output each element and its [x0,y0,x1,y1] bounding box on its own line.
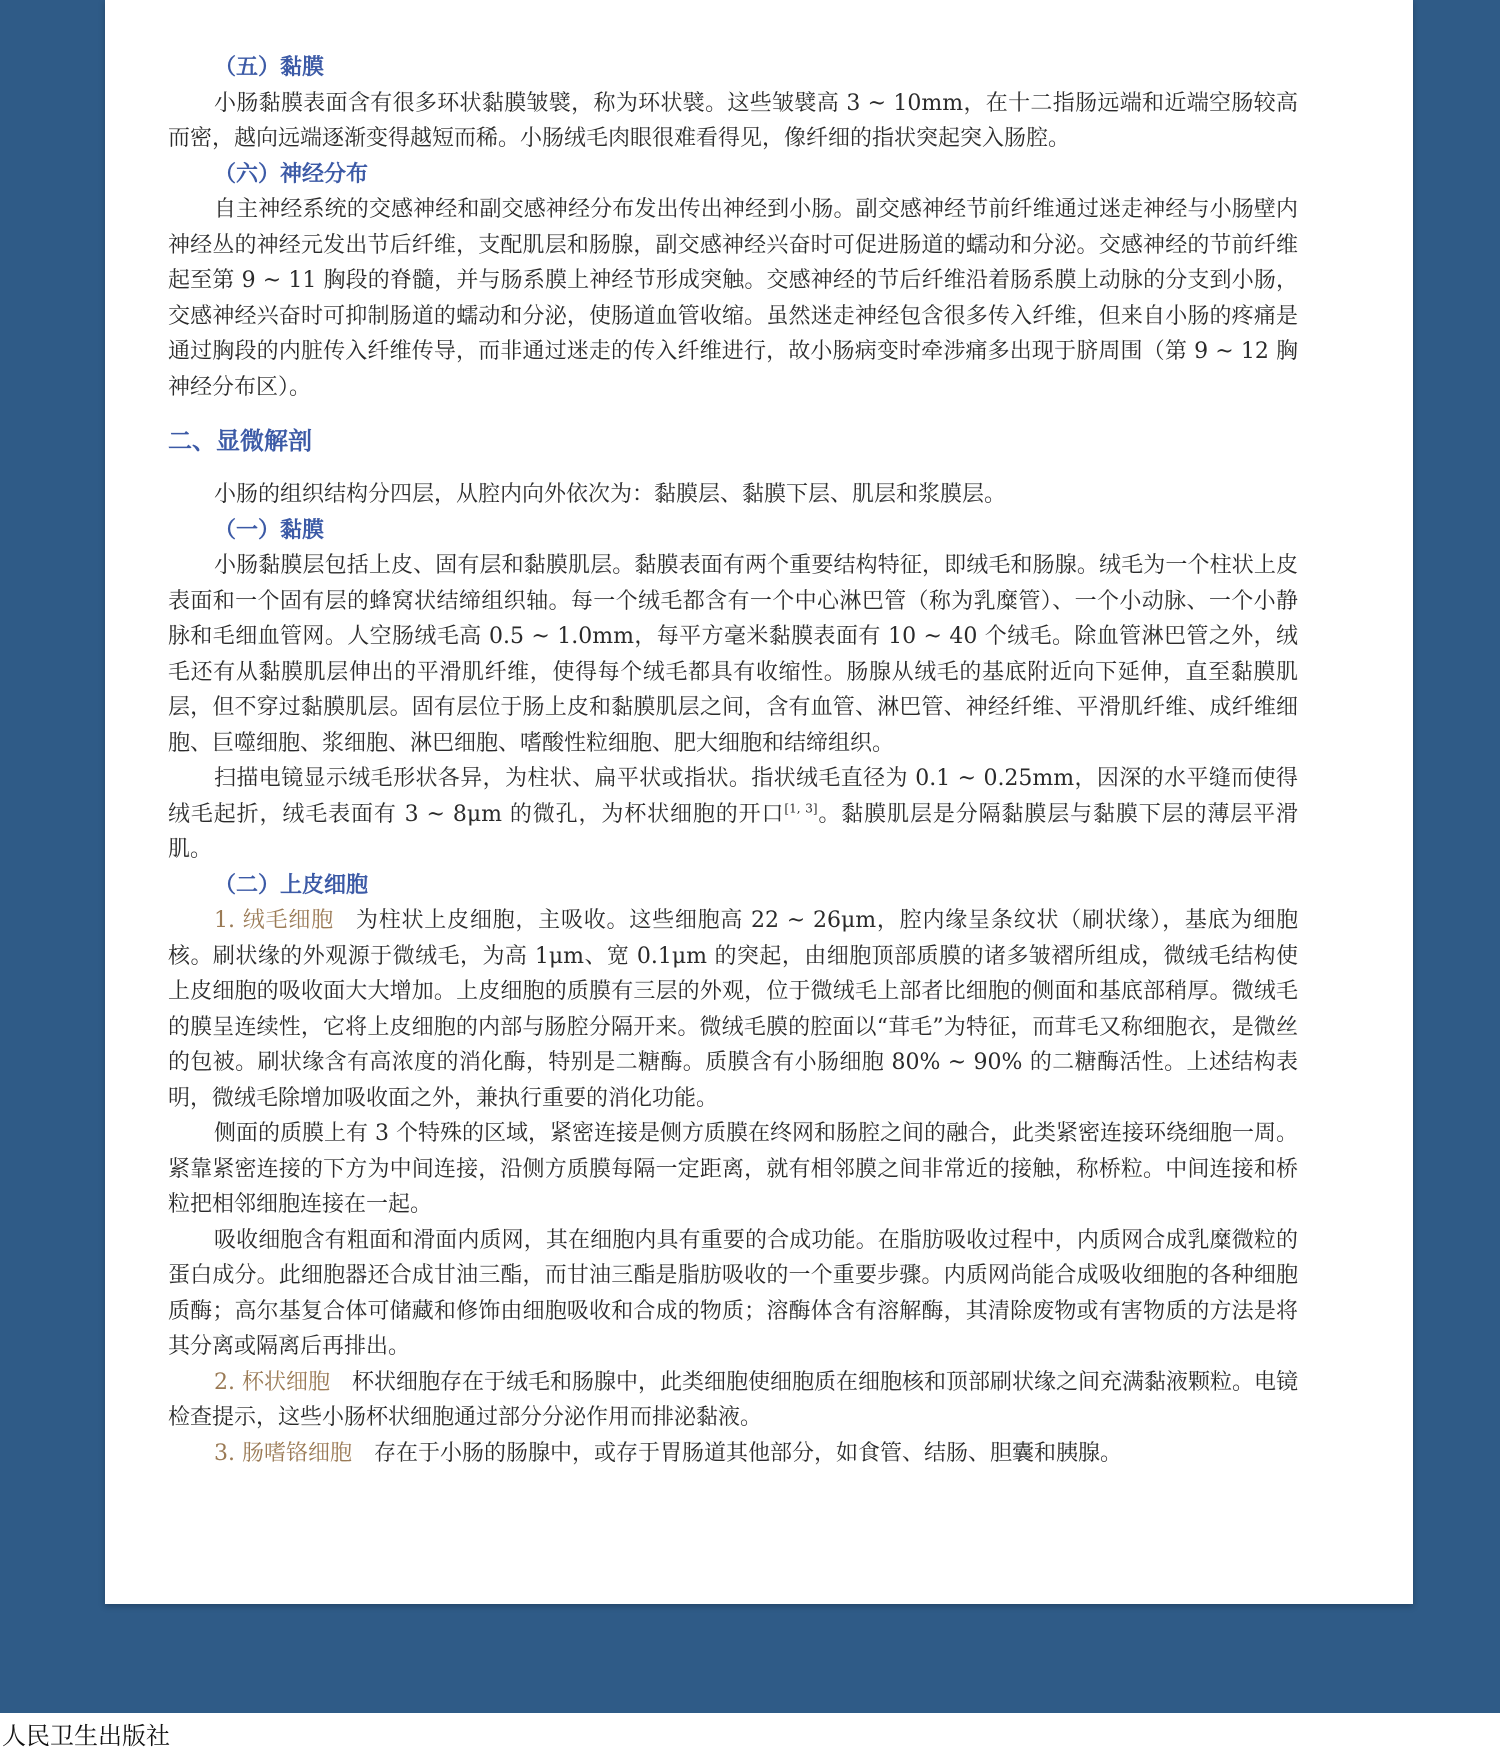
goblet-cells-text: 杯状细胞存在于绒毛和肠腺中，此类细胞使细胞质在细胞核和顶部刷状缘之间充满黏液颗粒。电镜检查提示，这些小肠杯状细胞通过部分分泌作用而排泌黏液。 [168,1369,1298,1430]
paragraph-nerve-distribution: 自主神经系统的交感神经和副交感神经分布发出传出神经到小肠。副交感神经节前纤维通过迷走神经与小肠壁内神经丛的神经元发出节后纤维，支配肌层和肠腺，副交感神经兴奋时可促进肠道的蠕动和分泌。交感神经的节前纤维起至第 9 ~ 11 胸段的脊髓，并与肠系膜上神经节形成突触。交感神经的节后纤维沿着肠系膜上动脉的分支到小肠，交感神经兴奋时可抑制肠道的蠕动和分泌，使肠道血管收缩。虽然迷走神经包含很多传入纤维，但来自小肠的疼痛是通过胸段的内脏传入纤维传导，而非通过迷走的传入纤维进行，故小肠病变时牵涉痛多出现于脐周围（第 9 ~ 12 胸神经分布区）。 [168,197,1298,400]
document-body [168,50,1298,1471]
paragraph-sem [168,761,1298,868]
sem-text-b: 。黏膜肌层是分隔黏膜层与黏膜下层的薄层平滑肌。 [168,801,1298,862]
enterochromaffin-text: 存在于小肠的肠腺中，或存于胃肠道其他部分，如食管、结肠、胆囊和胰腺。 [373,1440,1122,1466]
subheading-enterochromaffin: 3. 肠嗜铬细胞 [214,1440,352,1466]
paragraph-enterochromaffin [168,1436,1298,1472]
villus-cells-text: 为柱状上皮细胞，主吸收。这些细胞高 22 ~ 26μm，腔内缘呈条纹状（刷状缘），基底为细胞核。刷状缘的外观源于微绒毛，为高 1μm、宽 0.1μm 的突起，由细胞顶部质膜的诸多皱褶所组成，微绒毛结构使上皮细胞的吸收面大大增加。上皮细胞的质膜有三层的外观，位于微绒毛上部者比细胞的侧面和基底部稍厚。微绒毛的膜呈连续性，它将上皮细胞的内部与肠腔分隔开来。微绒毛膜的腔面以“茸毛”为特征，而茸毛又称细胞衣，是微丝的包被。刷状缘含有高浓度的消化酶，特别是二糖酶。质膜含有小肠细胞 80% ~ 90% 的二糖酶活性。上述结构表明，微绒毛除增加吸收面之外，兼执行重要的消化功能。 [168,908,1298,1111]
heading-nerve-distribution: （六）神经分布 [214,160,369,187]
paragraph-mucosa: 小肠黏膜表面含有很多环状黏膜皱襞，称为环状襞。这些皱襞高 3 ~ 10mm，在十二指肠远端和近端空肠较高而密，越向远端逐渐变得越短而稀。小肠绒毛肉眼很难看得见，像纤细的指状突起突入肠腔。 [168,90,1298,151]
paragraph-villus-cells [168,903,1298,1116]
subheading-villus-cells: 1. 绒毛细胞 [214,908,334,933]
heading-mucosa-layer: （一）黏膜 [214,516,325,543]
citation-ref[interactable]: [1, 3] [784,801,818,816]
heading-mucosa: （五）黏膜 [214,54,325,80]
paragraph-lateral-membrane: 侧面的质膜上有 3 个特殊的区域，紧密连接是侧方质膜在终网和肠腔之间的融合，此类紧密连接环绕细胞一周。紧靠紧密连接的下方为中间连接，沿侧方质膜每隔一定距离，就有相邻膜之间非常近的接触，称桥粒。中间连接和桥粒把相邻细胞连接在一起。 [168,1121,1298,1217]
subheading-goblet-cells: 2. 杯状细胞 [214,1369,330,1395]
heading-microscopic-anatomy: 二、显微解剖 [168,426,312,455]
sem-text-a: 扫描电镜显示绒毛形状各异，为柱状、扁平状或指状。指状绒毛直径为 0.1 ~ 0.25mm，因深的水平缝而使得绒毛起折，绒毛表面有 3 ~ 8μm 的微孔，为杯状细胞的开口 [168,766,1298,827]
paragraph-mucosa-layer: 小肠黏膜层包括上皮、固有层和黏膜肌层。黏膜表面有两个重要结构特征，即绒毛和肠腺。绒毛为一个柱状上皮表面和一个固有层的蜂窝状结缔组织轴。每一个绒毛都含有一个中心淋巴管（称为乳糜管）、一个小动脉、一个小静脉和毛细血管网。人空肠绒毛高 0.5 ~ 1.0mm，每平方毫米黏膜表面有 10 ~ 40 个绒毛。除血管淋巴管之外，绒毛还有从黏膜肌层伸出的平滑肌纤维，使得每个绒毛都具有收缩性。肠腺从绒毛的基底附近向下延伸，直至黏膜肌层，但不穿过黏膜肌层。固有层位于肠上皮和黏膜肌层之间，含有血管、淋巴管、神经纤维、平滑肌纤维、成纤维细胞、巨噬细胞、浆细胞、淋巴细胞、嗜酸性粒细胞、肥大细胞和结缔组织。 [168,553,1298,756]
paragraph-endoplasmic-reticulum: 吸收细胞含有粗面和滑面内质网，其在细胞内具有重要的合成功能。在脂肪吸收过程中，内质网合成乳糜微粒的蛋白成分。此细胞器还合成甘油三酯，而甘油三酯是脂肪吸收的一个重要步骤。内质网尚能合成吸收细胞的各种细胞质酶；高尔基复合体可储藏和修饰由细胞吸收和合成的物质；溶酶体含有溶解酶，其清除废物或有害物质的方法是将其分离或隔离后再排出。 [168,1227,1298,1359]
paragraph-goblet-cells [168,1365,1298,1436]
publisher-label: 人民卫生出版社 [2,1722,170,1750]
heading-epithelial-cells: （二）上皮细胞 [214,871,369,898]
paragraph-microscopic-layers: 小肠的组织结构分四层，从腔内向外依次为：黏膜层、黏膜下层、肌层和浆膜层。 [214,482,1007,507]
